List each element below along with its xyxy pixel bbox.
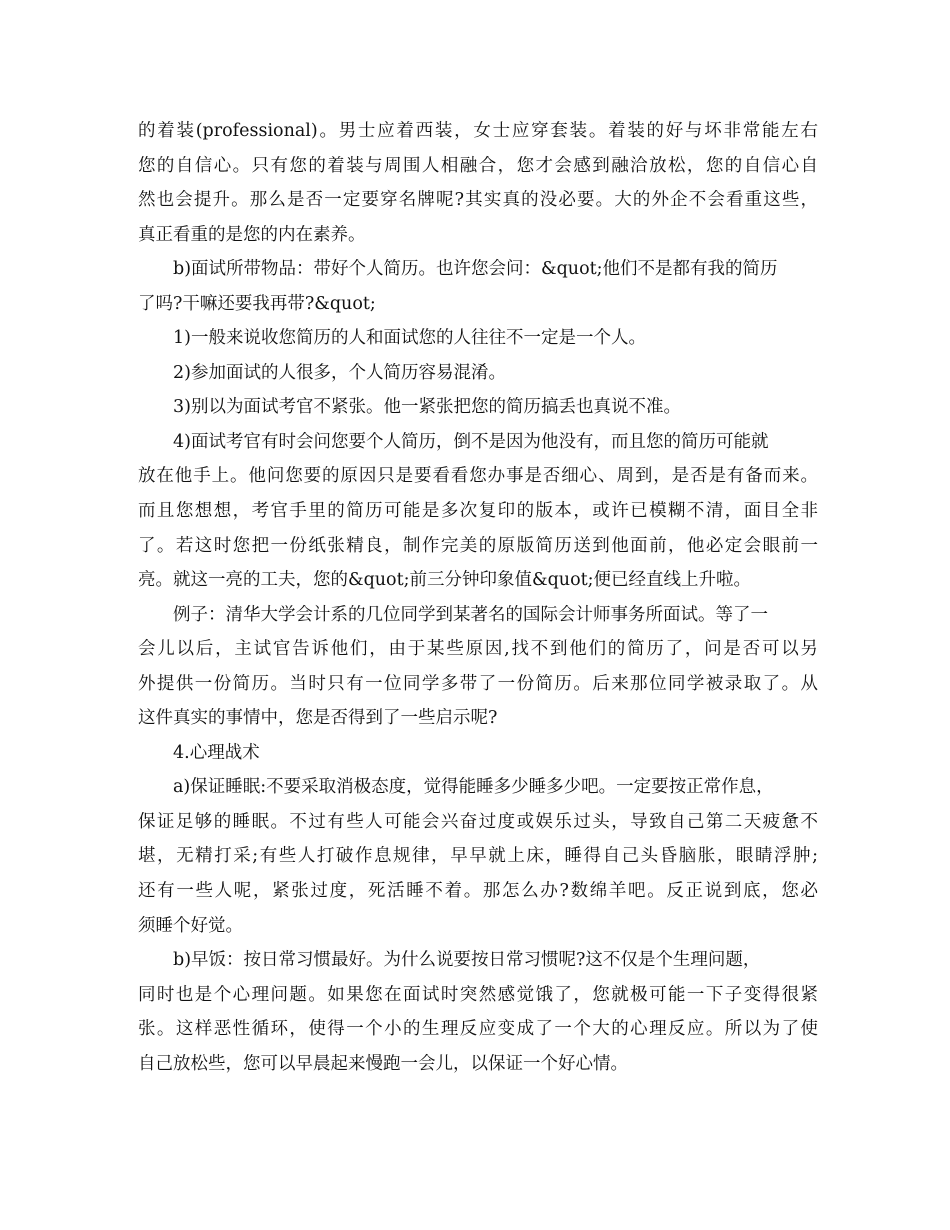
breakfast-paragraph-start: b)早饭：按日常习惯最好。为什么说要按日常习惯呢?这不仅是个生理问题， <box>173 950 761 971</box>
text-line: 了吗?干嘛还要我再带?&quot; <box>138 293 376 314</box>
text-line: 会儿以后，主试官告诉他们，由于某些原因,找不到他们的简历了，问是否可以另 <box>138 639 818 660</box>
text-line: 而且您想想，考官手里的简历可能是多次复印的版本，或许已模糊不清，面目全非 <box>138 501 818 522</box>
text-line: 同时也是个心理问题。如果您在面试时突然感觉饿了，您就极可能一下子变得很紧 <box>138 984 818 1005</box>
list-item-1: 1)一般来说收您简历的人和面试您的人往往不一定是一个人。 <box>173 328 646 349</box>
list-item-2: 2)参加面试的人很多，个人简历容易混淆。 <box>173 362 506 383</box>
section-heading: 4.心理战术 <box>173 742 260 763</box>
text-line: 亮。就这一亮的工夫，您的&quot;前三分钟印象值&quot;便已经直线上升啦。 <box>138 570 752 591</box>
text-line: 然也会提升。那么是否一定要穿名牌呢?其实真的没必要。大的外企不会看重这些， <box>138 190 818 211</box>
text-line: 自己放松些，您可以早晨起来慢跑一会儿，以保证一个好心情。 <box>138 1053 628 1074</box>
text-line: 堪，无精打采;有些人打破作息规律，早早就上床，睡得自己头昏脑胀，眼睛浮肿; <box>138 846 818 867</box>
text-line: 真正看重的是您的内在素养。 <box>138 224 366 245</box>
text-line: 外提供一份简历。当时只有一位同学多带了一份简历。后来那位同学被录取了。从 <box>138 673 818 694</box>
list-item-4: 4)面试考官有时会问您要个人简历，倒不是因为他没有，而且您的简历可能就 <box>173 431 769 452</box>
text-line: 的着装(professional)。男士应着西装，女士应穿套装。着装的好与坏非常能左右 <box>138 121 818 141</box>
text-line: 张。这样恶性循环，使得一个小的生理反应变成了一个大的心理反应。所以为了使 <box>138 1019 818 1040</box>
example-paragraph-start: 例子：清华大学会计系的几位同学到某著名的国际会计师事务所面试。等了一 <box>173 604 768 625</box>
text-line: 了。若这时您把一份纸张精良，制作完美的原版简历送到他面前，他必定会眼前一 <box>138 535 818 556</box>
text-line: 还有一些人呢，紧张过度，死活睡不着。那怎么办?数绵羊吧。反正说到底，您必 <box>138 881 818 902</box>
list-item-3: 3)别以为面试考官不紧张。他一紧张把您的简历搞丢也真说不准。 <box>173 397 681 418</box>
paragraph-start-line: b)面试所带物品：带好个人简历。也许您会问：&quot;他们不是都有我的简历 <box>173 259 778 280</box>
text-line: 保证足够的睡眠。不过有些人可能会兴奋过度或娱乐过头，导致自己第二天疲惫不 <box>138 811 818 832</box>
text-line: 放在他手上。他问您要的原因只是要看看您办事是否细心、周到，是否是有备而来。 <box>138 466 818 487</box>
text-line: 您的自信心。只有您的着装与周围人相融合，您才会感到融洽放松，您的自信心自 <box>138 155 818 176</box>
document-body <box>138 114 818 1081</box>
text-line: 这件真实的事情中，您是否得到了一些启示呢? <box>138 708 498 729</box>
text-line: 须睡个好觉。 <box>138 915 243 936</box>
sleep-paragraph-start: a)保证睡眠:不要采取消极态度，觉得能睡多少睡多少吧。一定要按正常作息， <box>173 777 774 798</box>
